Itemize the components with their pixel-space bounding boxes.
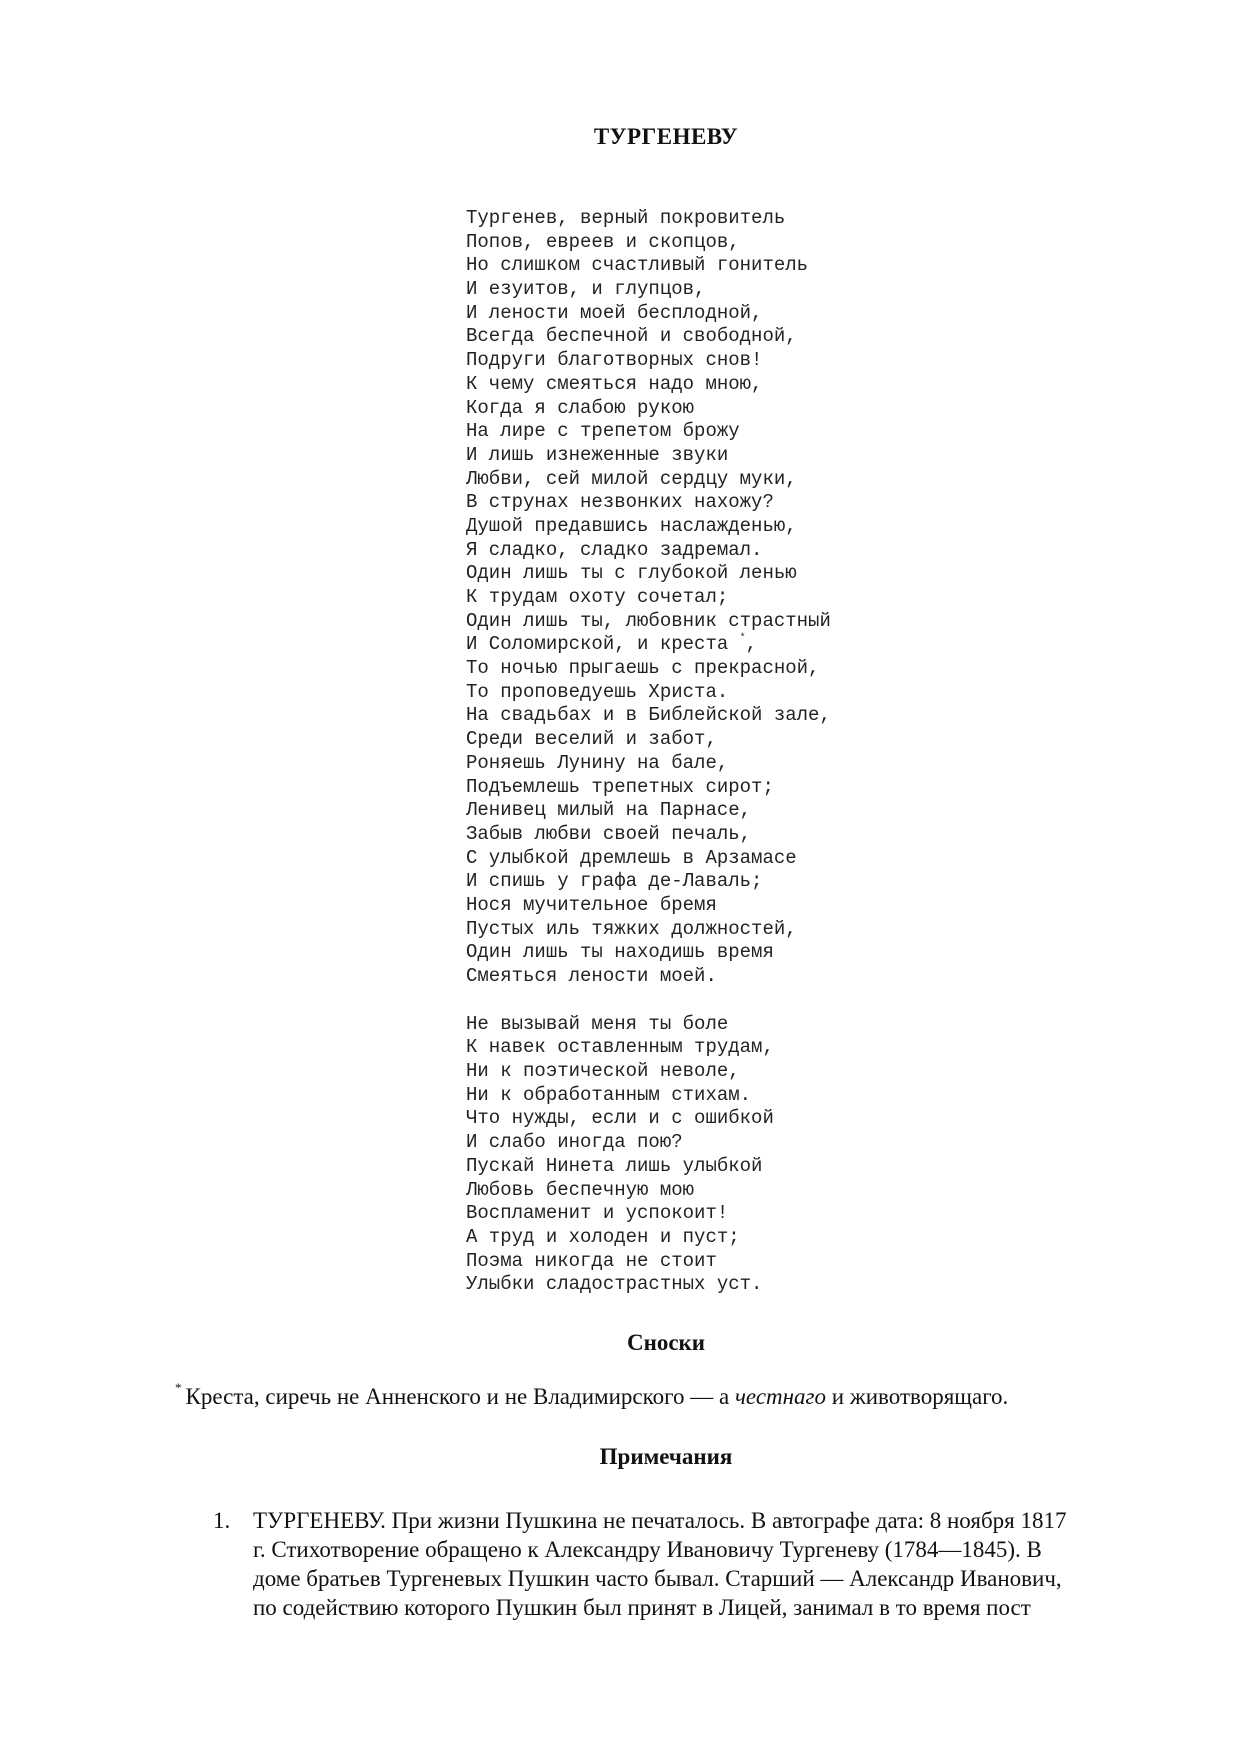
poem-line: И слабо иногда пою? bbox=[466, 1131, 683, 1154]
footnote-text-after: и животворящаго. bbox=[826, 1384, 1009, 1409]
poem-line: Пустых иль тяжких должностей, bbox=[466, 917, 797, 940]
poem-line: На лире с трепетом брожу bbox=[466, 420, 740, 443]
poem-line: То проповедуешь Христа. bbox=[466, 680, 729, 703]
poem-line: Ни к поэтической неволе, bbox=[466, 1060, 740, 1083]
poem-line: Один лишь ты находишь время bbox=[466, 941, 774, 964]
poem-line: И Соломирской, и креста *, bbox=[466, 633, 758, 656]
poem-line: Воспламенит и успокоит! bbox=[466, 1202, 729, 1225]
note-item bbox=[213, 1506, 1153, 1622]
poem-line: Один лишь ты с глубокой ленью bbox=[466, 562, 797, 585]
poem-line: Один лишь ты, любовник страстный bbox=[466, 609, 831, 632]
poem-line: Когда я слабою рукою bbox=[466, 396, 695, 419]
note-line: г. Стихотворение обращено к Александру Ивановичу Тургеневу (1784—1845). В bbox=[253, 1537, 1042, 1562]
poem-line: И спишь у графа де-Лаваль; bbox=[466, 870, 763, 893]
note-line: по содействию которого Пушкин был принят в Лицей, занимал в то время пост bbox=[253, 1595, 1031, 1620]
notes-heading: Примечания bbox=[599, 1444, 733, 1469]
note-line: доме братьев Тургеневых Пушкин часто бывал. Старший — Александр Иванович, bbox=[253, 1566, 1062, 1591]
poem-footnote-suffix: , bbox=[745, 633, 758, 656]
poem-line: И лишь изнеженные звуки bbox=[466, 443, 729, 466]
poem-line: К чему смеяться надо мною, bbox=[466, 372, 763, 395]
poem-line: Улыбки сладострастных уст. bbox=[466, 1273, 763, 1296]
poem-line: И лености моей бесплодной, bbox=[466, 301, 763, 324]
footnotes-heading: Сноски bbox=[626, 1330, 706, 1355]
poem-line: Ленивец милый на Парнасе, bbox=[466, 799, 752, 822]
poem-line: То ночью прыгаешь с прекрасной, bbox=[466, 657, 820, 680]
poem-line: Пускай Нинета лишь улыбкой bbox=[466, 1154, 763, 1177]
poem-footnote-marker: * bbox=[739, 633, 746, 645]
poem-line: Всегда беспечной и свободной, bbox=[466, 325, 797, 348]
poem-line: Но слишком счастливый гонитель bbox=[466, 254, 809, 277]
poem-line: И езуитов, и глупцов, bbox=[466, 278, 706, 301]
poem-title: ТУРГЕНЕВУ bbox=[593, 124, 739, 149]
poem-line: А труд и холоден и пуст; bbox=[466, 1225, 740, 1248]
poem-line: Ни к обработанным стихам. bbox=[466, 1083, 752, 1106]
poem-line: На свадьбах и в Библейской зале, bbox=[466, 704, 831, 727]
poem-line: В струнах незвонких нахожу? bbox=[466, 491, 774, 514]
stanza-gap bbox=[466, 989, 831, 1013]
poem-line: Среди веселий и забот, bbox=[466, 728, 717, 751]
poem-line: Что нужды, если и с ошибкой bbox=[466, 1107, 774, 1130]
poem-line: Смеяться лености моей. bbox=[466, 965, 717, 987]
footnote-text-italic: честнаго bbox=[734, 1384, 827, 1409]
poem-line: Попов, евреев и скопцов, bbox=[466, 230, 740, 253]
poem-line: К трудам охоту сочетал; bbox=[466, 586, 729, 608]
poem-line: Я сладко, сладко задремал. bbox=[466, 538, 763, 561]
poem-line: Забыв любви своей печаль, bbox=[466, 822, 752, 845]
poem-line: Любви, сей милой сердцу муки, bbox=[466, 467, 797, 490]
footnote bbox=[175, 1380, 1009, 1410]
poem-line: Подъемлешь трепетных сирот; bbox=[466, 775, 774, 798]
poem-line: Роняешь Лунину на бале, bbox=[466, 751, 729, 774]
footnote-text-before: Креста, сиречь не Анненского и не Владимирского — а bbox=[185, 1384, 735, 1409]
poem-line: Нося мучительное бремя bbox=[466, 893, 717, 916]
poem-line: К навек оставленным трудам, bbox=[466, 1036, 774, 1059]
footnote-marker: * bbox=[175, 1380, 182, 1395]
poem-line: Поэма никогда не стоит bbox=[466, 1249, 717, 1272]
notes-list bbox=[213, 1506, 1153, 1622]
poem-text bbox=[466, 207, 831, 1297]
poem-line: Не вызывай меня ты боле bbox=[466, 1012, 729, 1035]
poem-line: Подруги благотворных снов! bbox=[466, 349, 763, 372]
poem-line: Душой предавшись наслажденью, bbox=[466, 514, 797, 537]
poem-line: С улыбкой дремлешь в Арзамасе bbox=[466, 846, 797, 869]
note-number: 1. bbox=[213, 1508, 231, 1533]
poem-line: Любовь беспечную мою bbox=[466, 1178, 695, 1201]
poem-line: Тургенев, верный покровитель bbox=[466, 207, 786, 229]
note-line: ТУРГЕНЕВУ. При жизни Пушкина не печаталось. В автографе дата: 8 ноября 1817 bbox=[253, 1508, 1067, 1533]
